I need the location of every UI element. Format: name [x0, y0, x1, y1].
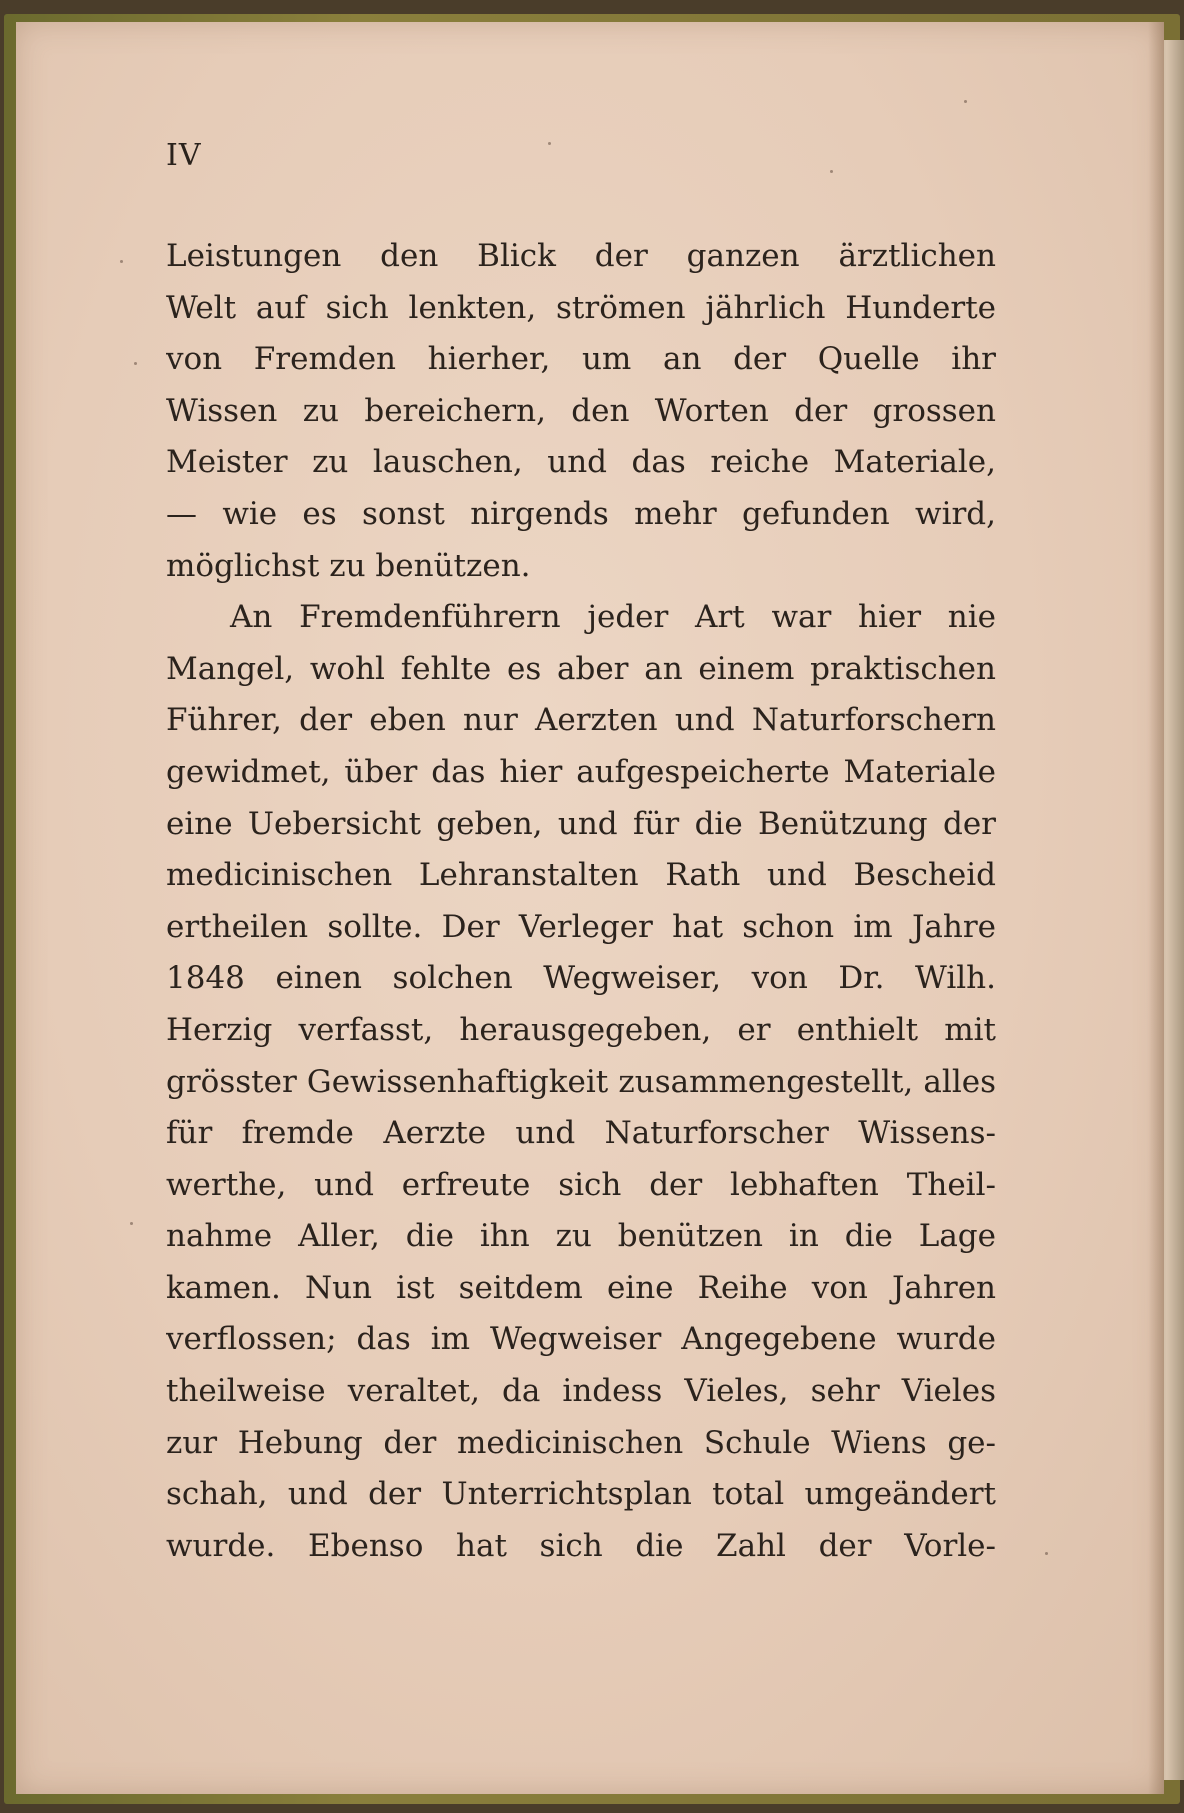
text-line: — wie es sonst nirgends mehr gefunden wird, [166, 495, 996, 532]
text-line: Wissen zu bereichern, den Worten der grossen [166, 392, 996, 429]
text-line: Mangel, wohl fehlte es aber an einem praktischen [166, 650, 996, 687]
text-line: Herzig verfasst, herausgegeben, er enthielt mit [166, 1011, 996, 1048]
text-line: zur Hebung der medicinischen Schule Wiens ge- [166, 1424, 996, 1461]
paragraph-1 [166, 231, 996, 592]
body-text [166, 231, 996, 1572]
text-line: grösster Gewissenhaftigkeit zusammengestellt, alles [166, 1063, 996, 1100]
text-line: für fremde Aerzte und Naturforscher Wissens- [166, 1115, 996, 1152]
text-line: werthe, und erfreute sich der lebhaften Theil- [166, 1166, 996, 1203]
text-line: gewidmet, über das hier aufgespeicherte Materiale [166, 753, 996, 790]
paper-speck [1045, 1552, 1048, 1555]
text-line: wurde. Ebenso hat sich die Zahl der Vorle- [166, 1527, 996, 1564]
paper-speck [120, 260, 123, 263]
text-line: Welt auf sich lenkten, strömen jährlich Hunderte [166, 289, 996, 326]
text-line: kamen. Nun ist seitdem eine Reihe von Jahren [166, 1269, 996, 1306]
text-line: eine Uebersicht geben, und für die Benützung der [166, 805, 996, 842]
text-line: nahme Aller, die ihn zu benützen in die Lage [166, 1218, 996, 1255]
paper-speck [134, 362, 137, 365]
paragraph-2 [166, 592, 996, 1572]
text-line: möglichst zu benützen. [166, 547, 531, 584]
text-line: verflossen; das im Wegweiser Angegebene wurde [166, 1321, 996, 1358]
spine-shadow [1148, 22, 1164, 1794]
text-line: Führer, der eben nur Aerzten und Naturforschern [166, 702, 996, 739]
paper-speck [130, 1222, 133, 1225]
text-line: theilweise veraltet, da indess Vieles, sehr Vieles [166, 1373, 996, 1410]
text-line: ertheilen sollte. Der Verleger hat schon im Jahre [166, 908, 996, 945]
paper-speck [830, 170, 833, 173]
text-line: schah, und der Unterrichtsplan total umgeändert [166, 1476, 996, 1513]
paper-speck [548, 142, 551, 145]
paper-speck [964, 100, 967, 103]
text-line: medicinischen Lehranstalten Rath und Bescheid [166, 857, 996, 894]
text-line: von Fremden hierher, um an der Quelle ihr [166, 341, 996, 378]
text-line: Meister zu lauschen, und das reiche Materiale, [166, 444, 996, 481]
text-line: An Fremdenführern jeder Art war hier nie [230, 599, 996, 636]
text-line: 1848 einen solchen Wegweiser, von Dr. Wilh. [166, 960, 996, 997]
page-number: IV [166, 138, 202, 173]
text-line: Leistungen den Blick der ganzen ärztlichen [166, 238, 996, 274]
